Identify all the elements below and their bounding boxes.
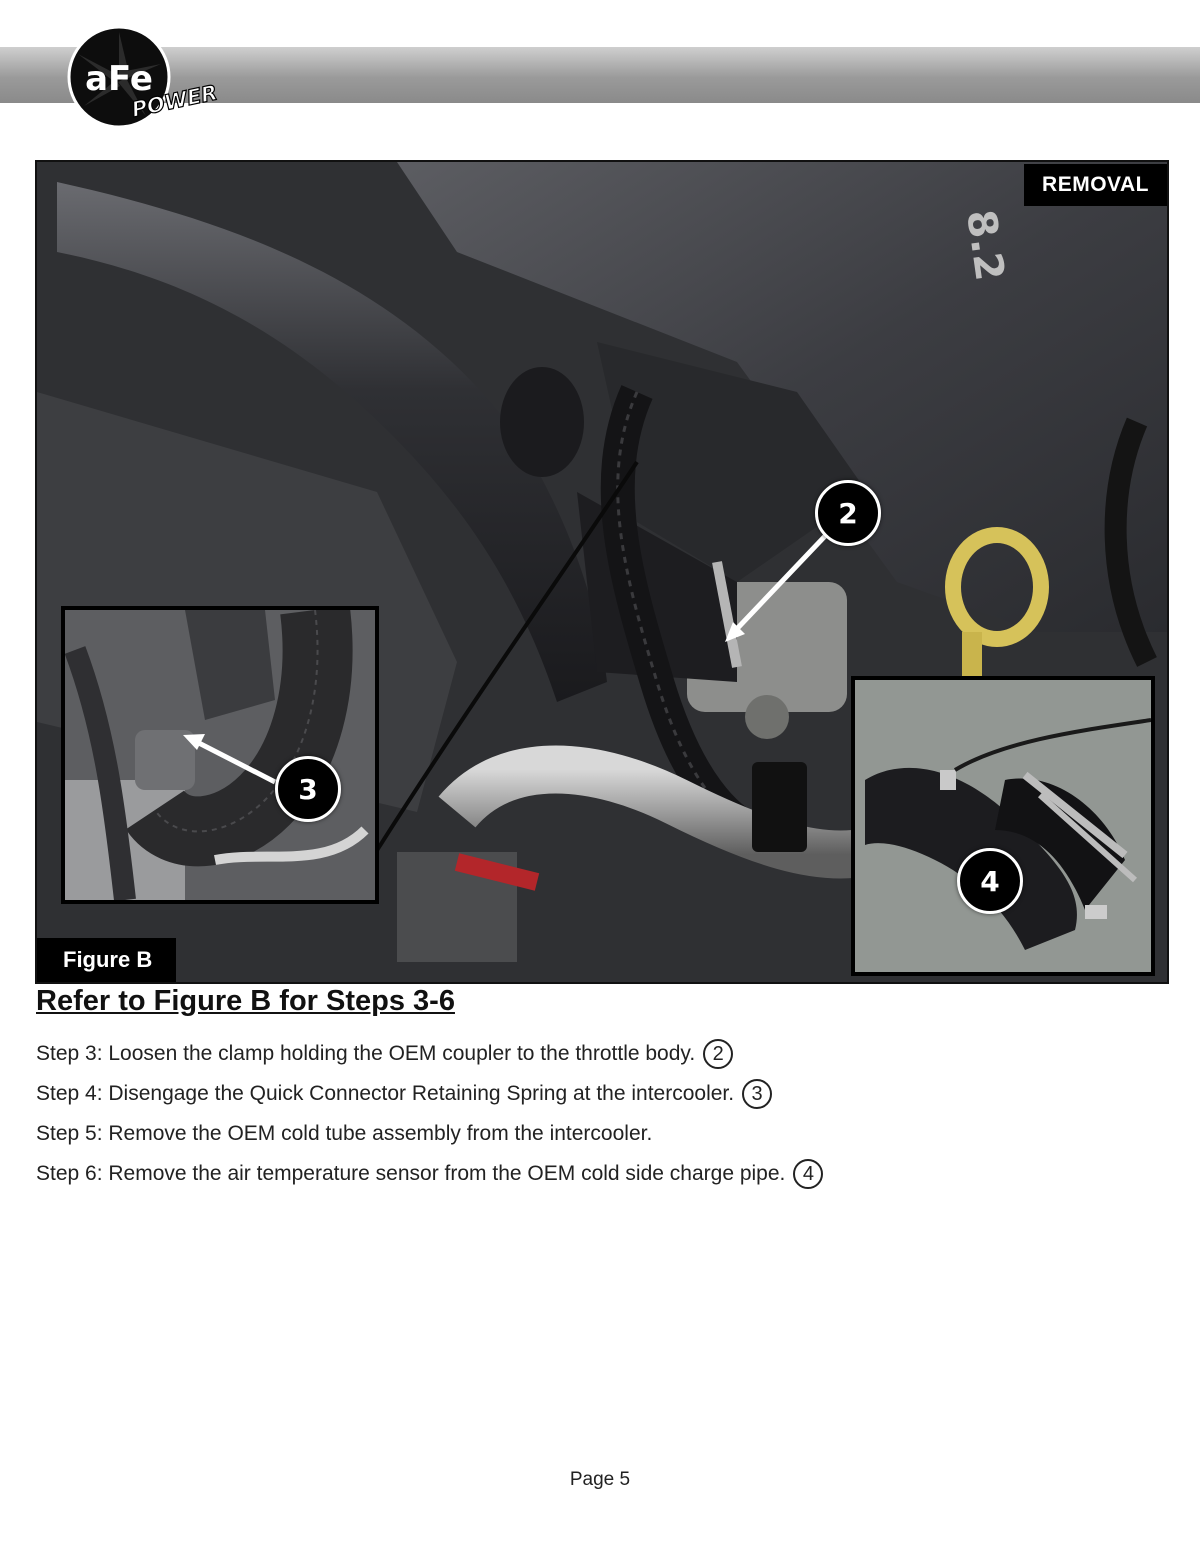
step-6-text: Step 6: Remove the air temperature sensor from the OEM cold side charge pipe. — [36, 1162, 786, 1185]
step-3-ref: 2 — [703, 1039, 733, 1069]
svg-text:8.2: 8.2 — [957, 206, 1013, 284]
page-number: Page 5 — [569, 1469, 631, 1490]
figure-caption-tag: Figure B — [37, 938, 176, 982]
step-3 — [36, 1034, 823, 1074]
callout-3: 3 — [275, 756, 341, 822]
step-4 — [36, 1074, 823, 1114]
callout-2: 2 — [815, 480, 881, 546]
logo-text-bottom: POWER — [129, 80, 220, 122]
figure-b-photo — [35, 160, 1169, 984]
step-5 — [36, 1114, 823, 1154]
step-5-text: Step 5: Remove the OEM cold tube assembly from the intercooler. — [36, 1122, 653, 1145]
logo-text-top: aFe — [85, 59, 153, 99]
inset-quick-connector-photo — [61, 606, 379, 904]
callout-4: 4 — [957, 848, 1023, 914]
inset-cold-side-pipe-photo — [851, 676, 1155, 976]
steps-list — [36, 1034, 823, 1194]
afe-power-logo — [66, 24, 236, 130]
step-3-text: Step 3: Loosen the clamp holding the OEM coupler to the throttle body. — [36, 1042, 696, 1065]
step-6-ref: 4 — [793, 1159, 823, 1189]
section-title: Refer to Figure B for Steps 3-6 — [36, 985, 455, 1017]
step-4-text: Step 4: Disengage the Quick Connector Retaining Spring at the intercooler. — [36, 1082, 735, 1105]
step-4-ref: 3 — [742, 1079, 772, 1109]
step-6 — [36, 1154, 823, 1194]
removal-tag: REMOVAL — [1024, 164, 1167, 206]
